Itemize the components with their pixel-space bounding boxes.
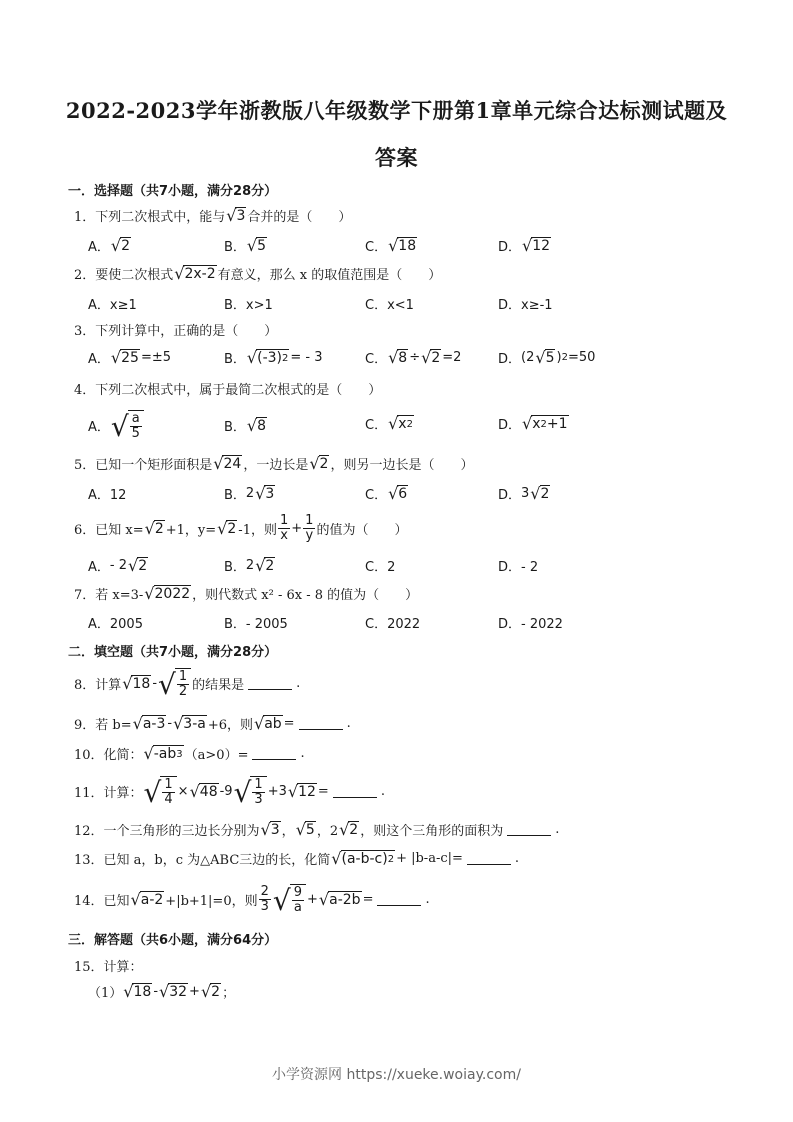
option-a[interactable]: A．x≥1: [88, 298, 137, 313]
option-d[interactable]: D． 3 √ 2: [498, 484, 550, 503]
section-heading-multiple-choice: 一．选择题（共7小题，满分28分）: [68, 184, 278, 199]
option-c[interactable]: C． √ 18: [365, 236, 417, 255]
option-a[interactable]: A．2005: [88, 617, 143, 632]
option-c[interactable]: C．x<1: [365, 298, 414, 313]
question-6: 6．已知 x= √ 2 +1，y= √ 2 -1，则 $\frac{1}{x}$ + $\frac{1}{y}$ 的值为（ ）: [74, 513, 408, 543]
footer-watermark: 小学资源网 https://xueke.woiay.com/: [272, 1067, 521, 1083]
answer-blank[interactable]: [377, 893, 421, 906]
document-title: 2022-2023学年浙教版八年级数学下册第1章单元综合达标测试题及: [65, 98, 728, 123]
question-2: 2．要使二次根式 √ 2x-2 有意义，那么 x 的取值范围是（ ）: [74, 264, 442, 283]
option-a[interactable]: A． √ 25 =±5: [88, 348, 171, 367]
question-8: 8．计算 √ 18 - √ $\frac{1}{2}$ 的结果是 .: [74, 668, 301, 701]
answer-blank[interactable]: [467, 852, 511, 865]
option-b[interactable]: B． 2 √ 2: [224, 556, 275, 575]
option-a[interactable]: A． √ 2: [88, 236, 131, 255]
option-b[interactable]: B．- 2005: [224, 617, 288, 632]
option-b[interactable]: B． √ (-3) 2 = - 3: [224, 348, 323, 367]
question-7: 7．若 x=3- √ 2022 ，则代数式 x² - 6x - 8 的值为（ ）: [74, 584, 419, 603]
answer-blank[interactable]: [299, 717, 343, 730]
question-3: 3．下列计算中，正确的是（ ）: [74, 324, 278, 339]
radical: √ 3: [226, 206, 246, 225]
question-5: 5．已知一个矩形面积是 √ 24 ，一边长是 √ 2 ，则另一边长是（ ）: [74, 454, 474, 473]
answer-blank[interactable]: [333, 785, 377, 798]
question-4: 4．下列二次根式中，属于最简二次根式的是（ ）: [74, 383, 382, 398]
option-c[interactable]: C．2: [365, 560, 396, 575]
answer-blank[interactable]: [252, 747, 296, 760]
question-15-part-1: （1） √ 18 - √ 32 + √ 2 ；: [88, 982, 236, 1001]
answer-blank[interactable]: [507, 823, 551, 836]
option-b[interactable]: B． 2 √ 3: [224, 484, 275, 503]
question-1: 1．下列二次根式中，能与 √ 3 合并的是（ ）: [74, 206, 352, 225]
question-14: 14．已知 √ a-2 +|b+1|=0，则 $\frac{2}{3}$ √ $\frac{9}{a}$ + √ a-2b = .: [74, 884, 430, 917]
section-heading-fill-in: 二．填空题（共7小题，满分28分）: [68, 645, 278, 660]
option-a[interactable]: A． √ $\frac{a}{5}$: [88, 410, 145, 441]
question-15: 15．计算：: [74, 960, 143, 975]
option-c[interactable]: C．2022: [365, 617, 421, 632]
option-a[interactable]: A．12: [88, 488, 127, 503]
question-13: 13．已知 a，b，c 为△ABC三边的长，化简 √ (a-b-c) 2 + |b-a-c|= .: [74, 849, 520, 868]
document-title-line2: 答案: [375, 145, 418, 170]
option-d[interactable]: D． (2 √ 5 ) 2 =50: [498, 348, 596, 367]
question-12: 12．一个三角形的三边长分别为 √ 3 ， √ 5 ，2 √ 2 ，则这个三角形的面积为 .: [74, 820, 560, 839]
question-10: 10．化简： √ -ab 3 （a>0）= .: [74, 744, 305, 763]
option-d[interactable]: D．- 2022: [498, 617, 563, 632]
option-d[interactable]: D． √ 12: [498, 236, 551, 255]
option-b[interactable]: B． √ 5: [224, 236, 267, 255]
option-b[interactable]: B． √ 8: [224, 416, 267, 435]
option-c[interactable]: C． √ 6: [365, 484, 408, 503]
option-c[interactable]: C． √ 8 ÷ √ 2 =2: [365, 348, 462, 367]
option-c[interactable]: C． √ x 2: [365, 414, 413, 433]
question-11: 11．计算： √ $\frac{1}{4}$ × √ 48 -9 √ $\frac{1}{3}$ +3 √ 12 = .: [74, 776, 385, 809]
option-b[interactable]: B．x>1: [224, 298, 273, 313]
question-9: 9．若 b= √ a-3 - √ 3-a +6，则 √ ab = .: [74, 714, 351, 733]
section-heading-problems: 三．解答题（共6小题，满分64分）: [68, 933, 278, 948]
option-a[interactable]: A． - 2 √ 2: [88, 556, 148, 575]
option-d[interactable]: D．- 2: [498, 560, 539, 575]
option-d[interactable]: D． √ x 2 +1: [498, 414, 568, 433]
option-d[interactable]: D．x≥-1: [498, 298, 553, 313]
answer-blank[interactable]: [248, 677, 292, 690]
